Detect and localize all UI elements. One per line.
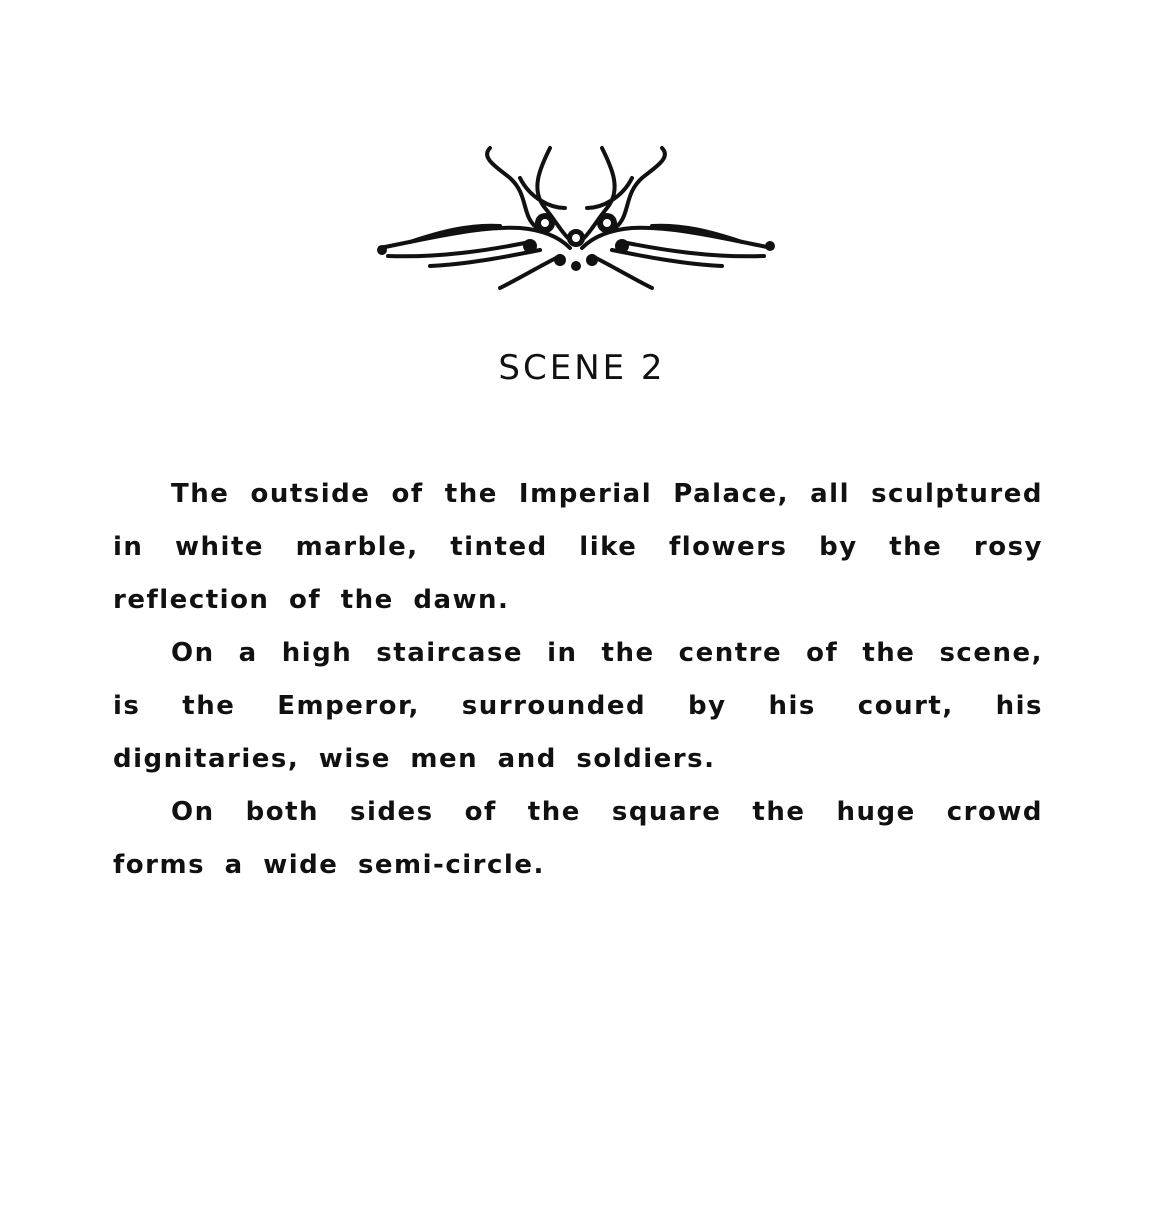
stage-paragraph: On both sides of the square the huge crowd forms a wide semi-circle. xyxy=(113,797,1043,880)
stage-paragraph: The outside of the Imperial Palace, all sculptured in white marble, tinted like flowers by the rosy reflection of the dawn. xyxy=(113,479,1043,615)
stage-directions xyxy=(113,468,1043,892)
scene-title: SCENE 2 xyxy=(498,348,666,388)
stage-paragraph: On a high staircase in the centre of the scene, is the Emperor, surrounded by his court, his dignitaries, wise men and soldiers. xyxy=(113,638,1043,774)
floral-ornament-icon xyxy=(370,138,782,303)
